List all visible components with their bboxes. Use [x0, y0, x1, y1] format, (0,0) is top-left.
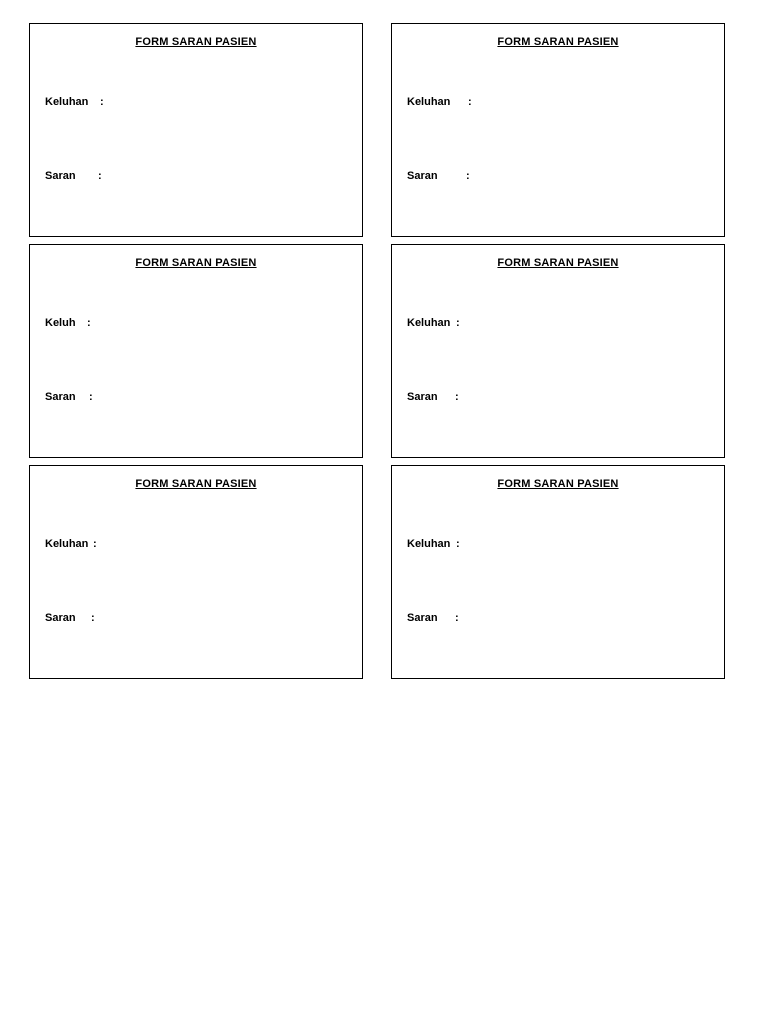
- suggestion-label: Saran: [407, 170, 438, 182]
- suggestion-label: Saran: [407, 391, 438, 403]
- complaint-colon: :: [100, 96, 104, 108]
- suggestion-colon: :: [98, 170, 102, 182]
- feedback-form-card: [391, 244, 725, 458]
- form-title: FORM SARAN PASIEN: [135, 478, 257, 490]
- complaint-label: Keluhan: [407, 96, 451, 108]
- suggestion-label: Saran: [45, 170, 76, 182]
- suggestion-label: Saran: [407, 612, 438, 624]
- suggestion-colon: :: [455, 612, 459, 624]
- complaint-colon: :: [468, 96, 472, 108]
- form-title: FORM SARAN PASIEN: [497, 478, 619, 490]
- suggestion-colon: :: [455, 391, 459, 403]
- form-title: FORM SARAN PASIEN: [135, 36, 257, 48]
- complaint-label: Keluhan: [45, 538, 89, 550]
- feedback-form-card: [29, 244, 363, 458]
- complaint-colon: :: [93, 538, 97, 550]
- complaint-colon: :: [87, 317, 91, 329]
- feedback-form-card: [391, 23, 725, 237]
- complaint-colon: :: [456, 538, 460, 550]
- form-title: FORM SARAN PASIEN: [135, 257, 257, 269]
- feedback-form-card: [29, 465, 363, 679]
- complaint-label: Keluh: [45, 317, 76, 329]
- suggestion-label: Saran: [45, 612, 76, 624]
- complaint-label: Keluhan: [407, 538, 451, 550]
- form-title: FORM SARAN PASIEN: [497, 257, 619, 269]
- suggestion-colon: :: [89, 391, 93, 403]
- feedback-form-card: [29, 23, 363, 237]
- suggestion-colon: :: [466, 170, 470, 182]
- suggestion-label: Saran: [45, 391, 76, 403]
- form-title: FORM SARAN PASIEN: [497, 36, 619, 48]
- complaint-colon: :: [456, 317, 460, 329]
- complaint-label: Keluhan: [45, 96, 89, 108]
- feedback-form-card: [391, 465, 725, 679]
- complaint-label: Keluhan: [407, 317, 451, 329]
- suggestion-colon: :: [91, 612, 95, 624]
